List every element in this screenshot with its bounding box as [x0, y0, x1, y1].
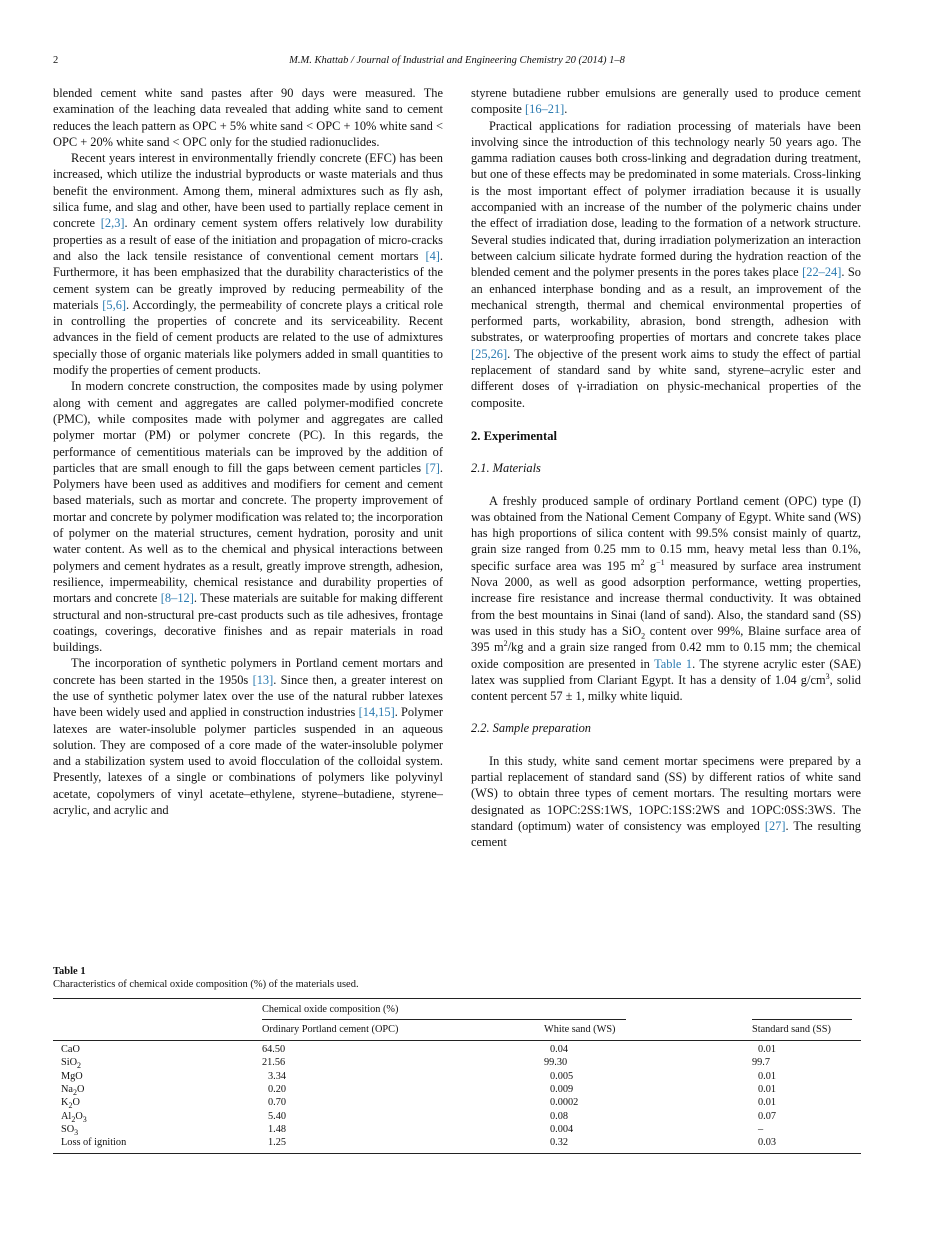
citation-link[interactable]: [27] — [764, 818, 786, 833]
table-row — [53, 1111, 861, 1124]
page-number: 2 — [53, 55, 59, 66]
table-row — [53, 1137, 861, 1150]
table-link[interactable]: Table 1 — [654, 656, 693, 671]
table-row — [53, 1057, 861, 1070]
table-label: Table 1 — [53, 966, 86, 977]
citation-link[interactable]: [5,6] — [102, 297, 127, 312]
ss-value-cell: 0.01 — [758, 1097, 777, 1109]
column-header-ss: Standard sand (SS) — [752, 1024, 831, 1035]
table-bottom-rule — [53, 1153, 861, 1154]
citation-link[interactable]: [8–12] — [160, 591, 194, 606]
citation-link[interactable]: [22–24] — [802, 265, 842, 280]
ws-value-cell: 0.04 — [550, 1044, 569, 1055]
ss-value-cell: 0.01 — [758, 1070, 777, 1082]
paragraph: In this study, white sand cement mortar specimens were prepared by a partial replacement of standard sand (SS) by different ratios of white sand (WS) to obtain three types of cement mortars. The resulting mortars were designated as 1OPC:2SS:1WS, 1OPC:1SS:2WS and 1OPC:0SS:3WS. The standard (optimum) water of consistency was employed [27]. The resulting cement — [471, 753, 862, 850]
table-row — [53, 1084, 861, 1097]
oxide-name-cell: $Al_2O_3$ — [61, 1110, 87, 1124]
table-row — [53, 1071, 861, 1084]
citation-link[interactable]: [7] — [425, 460, 440, 475]
column-header-opc: Ordinary Portland cement (OPC) — [262, 1024, 399, 1035]
table-row — [53, 1044, 861, 1057]
opc-value-cell: 1.25 — [268, 1137, 287, 1149]
section-heading: 2. Experimental — [471, 428, 558, 443]
column-header-ws: White sand (WS) — [544, 1024, 616, 1035]
ws-value-cell: 0.009 — [550, 1083, 574, 1095]
ss-value-cell: 0.07 — [758, 1110, 777, 1122]
table-group-header: Chemical oxide composition (%) — [262, 1004, 399, 1015]
right-column — [471, 85, 861, 850]
opc-value-cell: 0.20 — [268, 1083, 287, 1095]
oxide-name-cell: $Na_2O$ — [61, 1083, 85, 1097]
citation-link[interactable]: [25,26] — [471, 346, 508, 361]
ss-value-cell: 0.01 — [758, 1083, 777, 1095]
paragraph: The incorporation of synthetic polymers in Portland cement mortars and concrete has been started in the 1950s [13]. Since then, a greater interest on the use of synthetic polymer latex over the use of the natural rubber latexes have been widely used and applied in construction industries [14,15]. Polymer latexes are water-insoluble polymer particles suspended in an aqueous solution. They are composed of a core made of the water-insoluble polymer and a stabilization system used to avoid flocculation of the colloidal system. Presently, latexes of a single or combinations of polymers like polyvinyl acetate, copolymers of vinyl acetate–ethylene, styrene–butadiene, styrene–acrylic, and acrylic and — [53, 656, 444, 818]
table-group-rule — [262, 1019, 626, 1020]
oxide-name-cell: $SO_3$ — [61, 1123, 79, 1137]
ws-value-cell: 0.0002 — [550, 1097, 579, 1109]
oxide-name-cell: SiO$_2$ — [61, 1057, 82, 1071]
ss-value-cell: 0.01 — [758, 1044, 777, 1055]
opc-value-cell: 0.70 — [268, 1097, 287, 1109]
ws-value-cell: 0.08 — [550, 1110, 569, 1122]
opc-value-cell: 64.50 — [262, 1044, 286, 1055]
citation-link[interactable]: [16–21] — [525, 102, 565, 117]
oxide-name-cell: CaO — [61, 1044, 80, 1055]
oxide-name-cell: $K_2O$ — [61, 1097, 80, 1111]
opc-value-cell: 3.34 — [268, 1070, 287, 1082]
opc-value-cell: 21.56 — [262, 1057, 286, 1069]
table-caption — [53, 965, 861, 991]
paragraph: Recent years interest in environmentally friendly concrete (EFC) has been increased, which utilize the industrial byproducts or waste materials and thus benefit the environment. Among them, mineral admixtures such as fly ash, silica fume, and slag and other, have been used to partially replace cement in concrete [2,3]. An ordinary cement system offers relatively low durability properties as a result of ease of the initiation and propagation of micro-cracks and also the lack tensile resistance of conventional cement mortars [4]. Furthermore, it has been emphasized that the durability characteristics of the cement system can be greatly improved by reducing permeability of the materials [5,6]. Accordingly, the permeability of concrete plays a critical role in controlling the properties of concrete and its serviceability. Recent advances in the field of cement products are related to the use of admixtures specially those of organic materials like polymers added in small quantities to modify the properties of cement products. — [53, 151, 443, 378]
subsection-heading: 2.1. Materials — [471, 461, 541, 476]
oxide-name-cell: MgO — [61, 1070, 83, 1082]
table-top-rule — [53, 998, 861, 999]
table-header-rule — [53, 1040, 861, 1041]
paragraph: styrene butadiene rubber emulsions are generally used to produce cement composite [16–21]. — [471, 86, 861, 117]
ws-value-cell: 0.004 — [550, 1123, 574, 1135]
running-header — [53, 55, 861, 71]
ss-value-cell: 0.03 — [758, 1137, 777, 1149]
table-row — [53, 1097, 861, 1110]
citation-link[interactable]: [4] — [425, 248, 440, 263]
paragraph: In modern concrete construction, the composites made by using polymer along with cement and aggregates are called polymer-modified concrete (PMC), while composites made with polymer and aggregates are called polymer mortar (PM) or polymer concrete (PC). In this regards, the performance of cementitious materials can be improved by the addition of particles that are small enough to fill the gaps between cement particles [7]. Polymers have been used as additives and modifiers for cement and cement based materials, such as mortar and concrete. The property improvement of mortar and concrete by polymer modification was related to; the incorporation of polymer on the material structures, cement hydration, porosity and unit water content. As well as to the chemical and physical interactions between polymers and cement hydrates as a result, greatly improve strength, adhesion, resilience, impermeability, chemical resistance and durability properties of mortars and concrete [8–12]. These materials are suitable for making different structural and non-structural pre-cast products such as tile adhesives, frontage coatings, coverings, decorative finishes and as repair materials in road buildings. — [53, 379, 443, 655]
running-title: M.M. Khattab / Journal of Industrial and Engineering Chemistry 20 (2014) 1–8 — [289, 55, 625, 66]
citation-link[interactable]: [13] — [252, 672, 274, 687]
ss-value-cell: – — [758, 1123, 764, 1135]
table-caption-text: Characteristics of chemical oxide composition (%) of the materials used. — [53, 979, 359, 990]
subsection-heading: 2.2. Sample preparation — [471, 721, 591, 736]
ws-value-cell: 99.30 — [544, 1057, 568, 1069]
ws-value-cell: 0.005 — [550, 1070, 574, 1082]
ws-value-cell: 0.32 — [550, 1137, 569, 1149]
paragraph: Practical applications for radiation processing of materials have been involving since the introduction of this technology nearly 50 years ago. The gamma radiation causes both cross-linking and degradation during treatment, but one of these effects may be predominated in some materials. Cross-linking is the most important effect of polymer irradiation because it is usually accompanied with an increase of the number of the polymeric chains under the effect of irradiation dose, leading to the formation of a network structure. Several studies indicated that, during irradiation polymerization an interaction between calcium silicate hydrate formed during the hydration reaction of the blended cement and the polymer presents in the pores takes place [22–24]. So an enhanced interphase bonding and as a result, an improvement of the mechanical strength, thermal and chemical environmental properties of performed parts, workability, abrasion, bond strength, adhesion with substrates, or waterproofing properties of mortars and concrete takes place [25,26]. The objective of the present work aims to study the effect of partial replacement of standard sand by white sand, styrene–acrylic ester and different doses of γ-irradiation on physic-mechanical properties of the composite. — [471, 118, 861, 410]
left-column — [53, 85, 443, 818]
oxide-name-cell: Loss of ignition — [61, 1137, 127, 1149]
paragraph: A freshly produced sample of ordinary Portland cement (OPC) type (I) was obtained from the National Cement Company of Egypt. White sand (WS) has high proportions of silica content with 99.5% consist mainly of quartz, grain size ranged from 0.25 mm to 0.15 mm, heavy metal less than 0.1%, specific surface area was 195 $m^2$ $g^{-1}$ measured by surface area instrument Nova 2000, as well as good adsorption performance, wetting properties, increase fire resistance and increase thermal conductivity. It was obtained from the best mountains in Sinai (land of sand). Also, the standard sand (SS) was used in this study has a SiO$_2$ content over 99%, Blaine surface area of 395 $m^2/kg$ and a grain size ranged from 0.42 mm to 0.15 mm; the chemical oxide composition are presented in Table 1. The styrene acrylic ester (SAE) latex was supplied from Clariant Egypt. It has a density of 1.04 $g/cm^3$, solid content percent 57 ± 1, milky white liquid. — [471, 493, 862, 704]
table-row — [53, 1124, 861, 1137]
opc-value-cell: 5.40 — [268, 1110, 287, 1122]
citation-link[interactable]: [2,3] — [100, 216, 125, 231]
opc-value-cell: 1.48 — [268, 1123, 287, 1135]
paragraph: blended cement white sand pastes after 90 days were measured. The examination of the leaching data revealed that adding white sand to cement reduces the leach pattern as OPC + 5% white sand < OPC + 10% white sand < OPC + 20% white sand < OPC only for the studied radionuclides. — [53, 86, 443, 149]
ss-value-cell: 99.7 — [752, 1057, 771, 1069]
table-group-rule — [752, 1019, 852, 1020]
citation-link[interactable]: [14,15] — [358, 705, 395, 720]
